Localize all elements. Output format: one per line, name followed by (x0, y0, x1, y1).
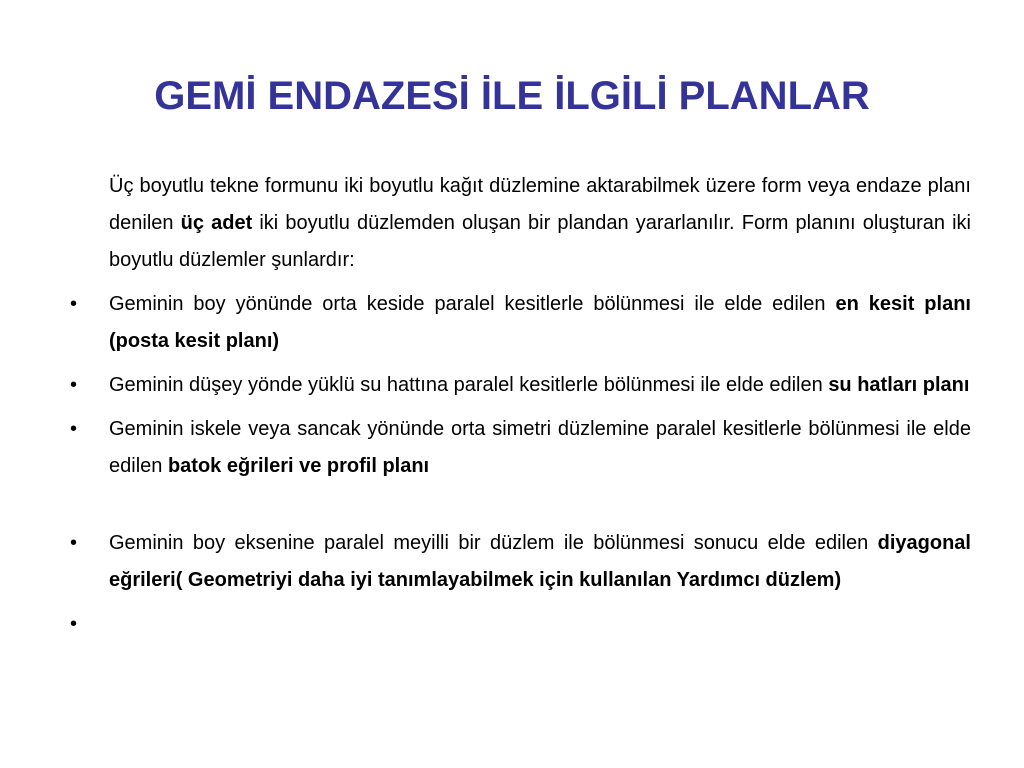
list-item-bold: su hatları planı (828, 374, 970, 396)
list-item (66, 411, 971, 485)
slide-title: GEMİ ENDAZESİ İLE İLGİLİ PLANLAR (154, 74, 870, 118)
intro-text-before: Üç boyutlu tekne formunu iki boyutlu kağıt düzlemine aktarabilmek üzere form veya endaze planı denilen (109, 175, 971, 234)
intro-paragraph (66, 168, 971, 279)
bullet-icon: • (70, 613, 78, 635)
intro-text-after: iki boyutlu düzlemden oluşan bir plandan yararlanılır. Form planını oluşturan iki boyutlu düzlemler şunlardır: (109, 212, 971, 271)
bullet-list (66, 286, 971, 643)
list-item-text: Geminin boy yönünde orta keside paralel kesitlerle bölünmesi ile elde edilen (109, 293, 836, 315)
list-item (66, 286, 971, 360)
list-item (66, 367, 971, 404)
list-item (66, 525, 971, 599)
bullet-icon: • (70, 532, 78, 554)
bullet-icon: • (70, 418, 78, 440)
bullet-icon: • (70, 293, 78, 315)
bullet-icon: • (70, 374, 78, 396)
list-item-empty (66, 606, 971, 643)
intro-text-bold: üç adet (180, 212, 253, 234)
list-item-bold: en kesit planı (posta kesit planı) (109, 293, 971, 352)
slide-body (66, 168, 971, 650)
list-item-text: Geminin iskele veya sancak yönünde orta simetri düzlemine paralel kesitlerle bölünmesi ile elde edilen (109, 418, 971, 477)
list-item-bold: diyagonal eğrileri( Geometriyi daha iyi tanımlayabilmek için kullanılan Yardımcı düzlem) (109, 532, 971, 591)
list-item-text: Geminin düşey yönde yüklü su hattına paralel kesitlerle bölünmesi ile elde edilen (109, 374, 829, 396)
list-item-bold: batok eğrileri ve profil planı (167, 455, 430, 477)
list-item-text: Geminin boy eksenine paralel meyilli bir düzlem ile bölünmesi sonucu elde edilen (109, 532, 878, 554)
